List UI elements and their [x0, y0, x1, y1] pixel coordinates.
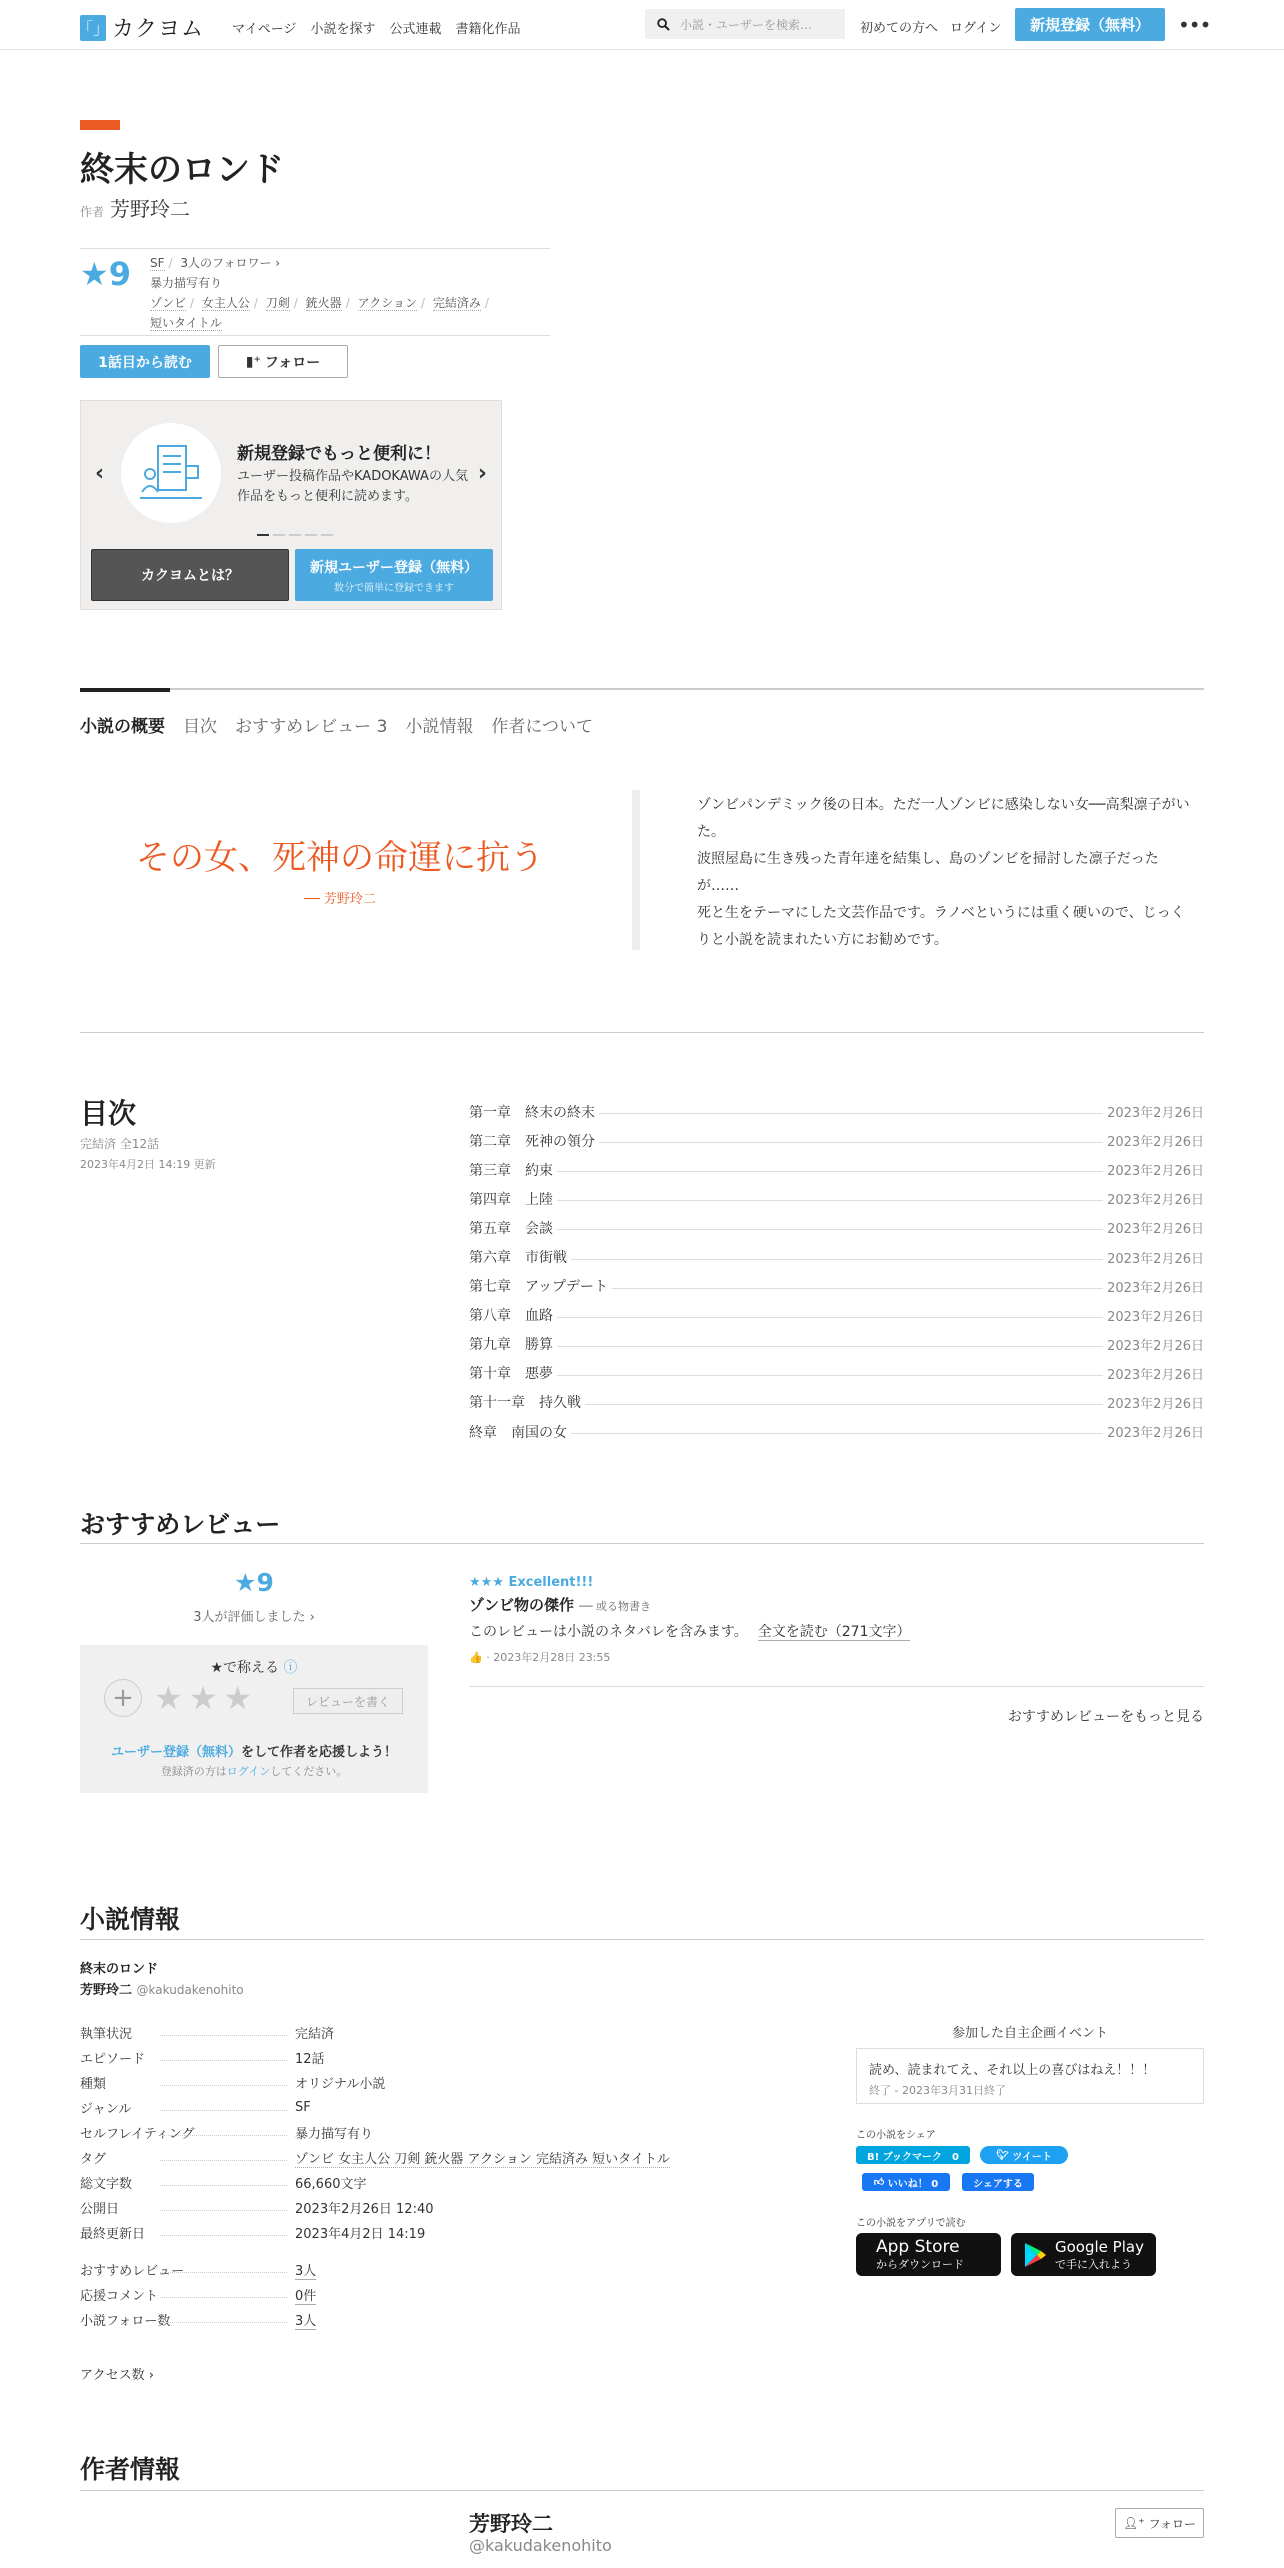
novel-info-title: 小説情報 [80, 1905, 181, 1934]
rating-tag: 暴力描写有り [150, 276, 223, 290]
thumbs-up-icon: 👍︎ [873, 2177, 885, 2188]
login-cta: 登録済の方はログインしてください。 [160, 1765, 348, 1778]
toc-status: 完結済 全12話 [80, 1137, 160, 1151]
signup-promo-carousel [80, 400, 502, 610]
author-label: 作者 [80, 205, 105, 219]
review-date-line: 👍 · 2023年2月28日 23:55 [469, 1651, 611, 1664]
summary-line: 波照屋島に生き残った青年達を結集し、島のゾンビを掃討した凛子だったが…… [697, 851, 1159, 894]
about-kakuyomu-button[interactable]: カクヨムとは？ [91, 549, 289, 601]
bookmark-plus-icon: ▮⁺ [245, 353, 261, 370]
support-signup-link[interactable]: ユーザー登録（無料） [110, 1745, 241, 1760]
carousel-dot[interactable] [273, 534, 285, 536]
summary-text [697, 792, 1197, 954]
info-author[interactable]: 芳野玲二 @kakudakenohito [80, 1983, 244, 1998]
event-heading: 参加した自主企画イベント [951, 2026, 1108, 2041]
chevron-right-icon: › [275, 256, 281, 270]
review-divider [469, 1686, 1204, 1687]
work-tabs [80, 712, 593, 737]
info-row: 種類 オリジナル小説 [80, 2070, 720, 2095]
nav-books[interactable]: 書籍化作品 [455, 22, 521, 37]
info-row: 小説フォロー数 3人 [80, 2307, 720, 2332]
hatena-bookmark-button[interactable]: B! ブックマーク 0 [856, 2146, 970, 2164]
toc-list [469, 1097, 1204, 1446]
signup-button[interactable]: 新規登録（無料） [1015, 8, 1165, 41]
active-tab-indicator [80, 688, 170, 692]
section-divider [80, 1032, 1204, 1033]
info-reviews-link[interactable]: 3人 [295, 2260, 316, 2280]
catchphrase: その女、死神の命運に抗う [136, 838, 544, 878]
toc-item[interactable]: 第二章 死神の領分 2023年2月26日 [469, 1133, 1204, 1151]
title-accent-bar [80, 120, 120, 130]
toc-item[interactable]: 第八章 血路 2023年2月26日 [469, 1308, 1204, 1325]
logo-text: カクヨム [112, 17, 205, 42]
section-divider [80, 2490, 1204, 2491]
info-row: 応援コメント 0件 [80, 2282, 720, 2307]
search-placeholder: 小説・ユーザーを検索… [680, 17, 813, 32]
tab-novel-info[interactable]: 小説情報 [405, 717, 474, 737]
genre-link[interactable]: SF [150, 256, 165, 270]
tab-overview[interactable]: 小説の概要 [80, 717, 165, 737]
nav-search-novels[interactable]: 小説を探す [310, 22, 376, 37]
more-dots-icon[interactable]: ••• [1178, 13, 1211, 37]
info-row: おすすめレビュー 3人 [80, 2257, 720, 2282]
review-star-total: ★9 [234, 1568, 274, 1597]
info-row: 公開日 2023年2月26日 12:40 [80, 2195, 720, 2220]
share-heading: この小説をシェア [856, 2130, 936, 2141]
tag-sword[interactable]: 刀剣 [265, 296, 290, 310]
read-full-review-link[interactable]: 全文を読む（271文字） [757, 1624, 911, 1640]
author-follow-button[interactable]: 👤︎⁺ フォロー [1115, 2508, 1204, 2538]
write-review-button[interactable]: レビューを書く [293, 1688, 403, 1714]
carousel-dot[interactable] [257, 534, 269, 536]
toc-item[interactable]: 第十一章 持久戦 2023年2月26日 [469, 1395, 1204, 1412]
tag-completed[interactable]: 完結済み [432, 296, 481, 310]
info-row: セルフレイティング 暴力描写有り [80, 2120, 720, 2145]
info-comments-link[interactable]: 0件 [295, 2285, 316, 2305]
author-id: @kakudakenohito [469, 2536, 612, 2555]
promo-title: 新規登録でもっと便利に！ [237, 444, 441, 464]
tweet-button[interactable]: 🐦︎ ツイート [980, 2146, 1068, 2164]
login-link[interactable]: ログイン [950, 21, 1002, 36]
review-body: このレビューは小説のネタバレを含みます。 全文を読む（271文字） [469, 1624, 911, 1640]
review-login-link[interactable]: ログイン [226, 1765, 271, 1778]
carousel-dot[interactable] [321, 534, 333, 536]
nav-official[interactable]: 公式連載 [389, 22, 442, 37]
work-meta [80, 248, 550, 336]
event-card[interactable] [856, 2048, 1204, 2104]
promo-signup-button[interactable]: 新規ユーザー登録（無料） 数分で簡単に登録できます [295, 549, 493, 601]
site-header [0, 0, 1284, 50]
facebook-share-button[interactable]: シェアする [962, 2173, 1034, 2191]
followers-link[interactable]: 3人のフォロワー › [180, 256, 281, 270]
work-meta-rows: SF / 3人のフォロワー › 暴力描写有り ゾンビ / 女主人公 / 刀剣 / 銃火器 / アクション / 完結済み / 短いタイトル [150, 253, 493, 333]
promo-illustration [121, 423, 221, 523]
tab-reviews[interactable]: おすすめレビュー 3 [235, 717, 388, 737]
read-first-episode-button[interactable]: 1話目から読む [80, 345, 210, 378]
review-title[interactable]: ゾンビ物の傑作 ── 或る物書き [469, 1596, 651, 1614]
tag-list: ゾンビ / 女主人公 / 刀剣 / 銃火器 / アクション / 完結済み / [150, 296, 489, 310]
search-input[interactable] [645, 9, 845, 39]
tag-zombie[interactable]: ゾンビ [150, 296, 187, 310]
thumbs-up-icon[interactable]: 👍 [469, 1651, 483, 1664]
tag-female-lead[interactable]: 女主人公 [201, 296, 250, 310]
tag-firearms[interactable]: 銃火器 [305, 296, 342, 310]
logo-mark: 「」 [80, 15, 106, 41]
main-nav [232, 18, 521, 37]
help-icon[interactable]: ⓘ [283, 1660, 298, 1676]
event-status: 終了 - 2023年3月31日終了 [869, 2084, 1006, 2097]
review-stars: ★★★ Excellent!!! [469, 1575, 594, 1590]
access-count-link[interactable]: アクセス数 › [80, 2368, 154, 2383]
nav-mypage[interactable]: マイページ [232, 22, 297, 37]
author-info-title: 作者情報 [80, 2455, 181, 2484]
info-row: 執筆状況 完結済 [80, 2020, 720, 2045]
event-name: 読め、読まれてえ、それ以上の喜びはねえ！！！ [869, 2063, 1156, 2078]
add-star-icon[interactable]: + [104, 1679, 142, 1717]
toc-item[interactable]: 第四章 上陸 2023年2月26日 [469, 1191, 1204, 1209]
star-input-icons[interactable]: ★★★ [154, 1679, 259, 1717]
carousel-prev-icon[interactable]: ‹ [95, 461, 105, 486]
more-reviews-link[interactable]: おすすめレビューをもっと見る [1007, 1709, 1204, 1725]
info-row: 総文字数 66,660文字 [80, 2170, 720, 2195]
summary-quote-bar [632, 790, 640, 950]
catchphrase-author: ── 芳野玲二 [304, 892, 376, 907]
document-illustration-icon [136, 438, 206, 508]
chevron-right-icon: › [148, 2368, 154, 2383]
carousel-dot[interactable] [289, 534, 301, 536]
tag-short-title[interactable]: 短いタイトル [150, 316, 222, 330]
search-icon [657, 18, 670, 31]
carousel-dot[interactable] [305, 534, 317, 536]
user-plus-icon: 👤︎⁺ [1123, 2516, 1145, 2530]
google-play-badge[interactable]: Google Play で手に入れよう [1011, 2233, 1156, 2276]
praise-heading: ★で称える ⓘ [210, 1660, 298, 1676]
toc-item[interactable]: 第十章 悪夢 2023年2月26日 [469, 1366, 1204, 1383]
toc-item[interactable]: 第三章 約束 2023年2月26日 [469, 1162, 1204, 1180]
info-work-title: 終末のロンド [80, 1962, 159, 1977]
review-count-link[interactable]: 3人が評価しました › [193, 1610, 315, 1625]
toc-title: 目次 [80, 1097, 137, 1130]
info-genre-link[interactable]: SF [295, 2100, 311, 2115]
tab-about-author[interactable]: 作者について [491, 717, 594, 737]
info-row: ジャンル SF [80, 2100, 311, 2117]
app-heading: この小説をアプリで読む [856, 2218, 966, 2229]
tab-toc[interactable]: 目次 [183, 717, 217, 737]
tag-action[interactable]: アクション [357, 296, 417, 310]
section-divider [80, 1543, 1204, 1544]
toc-item[interactable]: 第七章 アップデート 2023年2月26日 [469, 1279, 1204, 1296]
carousel-next-icon[interactable]: › [477, 461, 487, 486]
support-cta: ユーザー登録（無料）をして作者を応援しよう！ [110, 1745, 398, 1760]
toc-item[interactable]: 第九章 勝算 2023年2月26日 [469, 1337, 1204, 1354]
tabs-divider [80, 688, 1204, 690]
twitter-bird-icon: 🐦︎ [996, 2149, 1009, 2161]
review-praise-box [80, 1645, 428, 1793]
work-author-line [80, 193, 190, 222]
logo[interactable] [77, 12, 205, 43]
promo-description: ユーザー投稿作品やKADOKAWAの人気作品をもっと便利に読めます。 [237, 469, 468, 504]
summary-line: ゾンビパンデミック後の日本。ただ一人ゾンビに感染しない女──高梨凛子がいた。 [697, 797, 1190, 840]
section-divider [80, 1939, 1204, 1940]
toc-item[interactable]: 第一章 終末の終末 2023年2月26日 [469, 1104, 1204, 1122]
toc-item[interactable]: 第六章 市街戦 2023年2月26日 [469, 1250, 1204, 1267]
info-table [80, 2020, 720, 2332]
toc-item[interactable]: 終章 南国の女 2023年2月26日 [469, 1424, 1204, 1442]
beginner-link[interactable]: 初めての方へ [860, 21, 939, 36]
author-name-link[interactable]: 芳野玲二 [469, 2512, 553, 2536]
app-store-badge[interactable]: App Store からダウンロード [856, 2233, 1001, 2276]
google-play-icon [1023, 2242, 1047, 2268]
info-row: タグ ゾンビ 女主人公 刀剣 銃火器 アクション 完結済み 短いタイトル [80, 2145, 720, 2170]
star-rating[interactable]: ★9 [80, 255, 131, 293]
carousel-dots [257, 534, 333, 536]
work-title: 終末のロンド [80, 150, 284, 190]
work-author-link[interactable]: 芳野玲二 [110, 197, 191, 221]
review-item [469, 1575, 1204, 1665]
info-tags-links[interactable]: ゾンビ 女主人公 刀剣 銃火器 アクション 完結済み 短いタイトル [295, 2148, 670, 2168]
info-row: 最終更新日 2023年4月2日 14:19 [80, 2220, 720, 2245]
chevron-right-icon: › [309, 1610, 315, 1625]
facebook-like-button[interactable]: 👍︎ いいね！ 0 [862, 2173, 950, 2191]
summary-line: 死と生をテーマにした文芸作品です。ラノベというには重く硬いので、じっくりと小説を読まれたい方にお勧めです。 [697, 905, 1185, 948]
follow-button[interactable]: ▮⁺ フォロー [218, 345, 348, 378]
reviews-title: おすすめレビュー [80, 1510, 281, 1539]
info-followers-link[interactable]: 3人 [295, 2310, 316, 2330]
info-row: エピソード 12話 [80, 2045, 720, 2070]
toc-item[interactable]: 第五章 会談 2023年2月26日 [469, 1220, 1204, 1238]
toc-updated: 2023年4月2日 14:19 更新 [80, 1158, 216, 1171]
